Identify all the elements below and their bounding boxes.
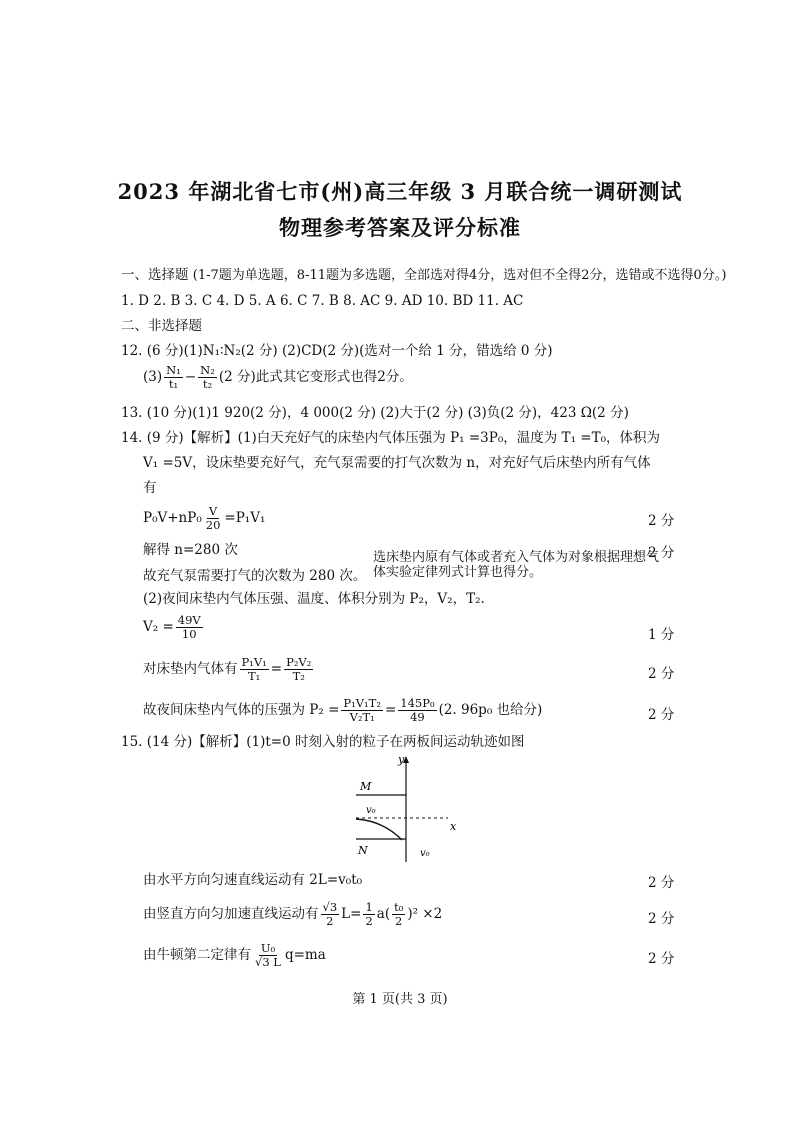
- y-axis-label: y: [398, 753, 405, 766]
- trajectory-curve: [356, 819, 402, 840]
- frac-num: 145P₀: [400, 696, 435, 710]
- q14-line1: 14. (9 分)【解析】(1)白天充好气的床垫内气体压强为 P₁ =3P₀，温度为 T₁ =T₀，体积为: [121, 430, 660, 446]
- x-axis-label: x: [450, 820, 457, 833]
- eq-suffix: )² ×2: [407, 906, 443, 922]
- section2-heading: 二、非选择题: [121, 318, 202, 334]
- q14-score-4: 2 分: [648, 666, 675, 682]
- frac-den: √3 L: [255, 955, 281, 969]
- eq-suffix: (2. 96p₀ 也给分): [438, 702, 543, 718]
- q14-eq4: [143, 697, 542, 724]
- q14-score-5: 2 分: [648, 707, 675, 723]
- q12-line1: 12. (6 分)(1)N₁∶N₂(2 分) (2)CD(2 分)(选对一个给 1 分，错选给 0 分): [121, 343, 553, 359]
- frac-den: T₂: [292, 669, 305, 683]
- frac-den: 20: [205, 518, 221, 532]
- q15-eq2: [143, 901, 442, 928]
- q15-eq3: [143, 942, 326, 969]
- frac-num: t₀: [394, 900, 404, 914]
- q15-score-3: 2 分: [648, 951, 675, 967]
- eq-prefix: 对床垫内气体有: [143, 661, 238, 677]
- frac-num: 49V: [177, 613, 201, 627]
- q14-conclusion: 故充气泵需要打气的次数为 280 次。: [143, 568, 367, 584]
- frac-den: 2: [365, 914, 373, 928]
- q12-suffix: (2 分)此式其它变形式也得2分。: [218, 369, 413, 385]
- eq-fraction: [253, 942, 283, 969]
- eq-prefix: 故夜间床垫内气体的压强为 P₂ =: [143, 702, 340, 718]
- plate-N-label: N: [358, 844, 368, 857]
- eq-fraction: [321, 901, 340, 928]
- frac-den: 49: [410, 710, 425, 724]
- eq-fraction: [363, 901, 374, 928]
- q14-solve: 解得 n=280 次: [143, 542, 238, 558]
- doc-title-line2: 物理参考答案及评分标准: [279, 215, 521, 240]
- v0-bottom-label: v₀: [420, 848, 430, 859]
- eq-mid: L=: [341, 906, 362, 922]
- q12-fraction-2: [198, 364, 217, 391]
- trajectory-diagram: [350, 752, 470, 864]
- section1-line: [121, 266, 726, 285]
- v0-top-label: v₀: [366, 805, 376, 816]
- frac-num: √3: [322, 900, 338, 914]
- frac-num: N₂: [200, 363, 215, 377]
- eq-equals: =: [270, 661, 283, 677]
- q14-eq3: [143, 656, 315, 683]
- q12-fraction-1: [164, 364, 183, 391]
- frac-num: U₀: [260, 941, 276, 955]
- frac-num: P₁V₁T₂: [343, 696, 381, 710]
- q14-eq2: [143, 614, 205, 641]
- frac-num: V: [208, 504, 218, 518]
- q14-score-2: 2 分: [648, 545, 675, 561]
- q14-part2: (2)夜间床垫内气体压强、温度、体积分别为 P₂，V₂，T₂.: [143, 591, 485, 607]
- q14-eq1: [143, 505, 265, 532]
- q12-prefix: (3): [143, 369, 163, 385]
- q15-score-2: 2 分: [648, 911, 675, 927]
- q15-line1: 15. (14 分)【解析】(1)t=0 时刻入射的粒子在两板间运动轨迹如图: [121, 734, 525, 750]
- eq-fraction: [341, 697, 383, 724]
- q12-line2: [143, 364, 413, 391]
- plate-M-label: M: [360, 780, 372, 793]
- frac-den: 2: [326, 914, 334, 928]
- eq-right: =P₁V₁: [224, 510, 266, 526]
- eq-a: a(: [376, 906, 391, 922]
- eq-fraction: [240, 656, 269, 683]
- frac-den: t₂: [202, 377, 213, 391]
- q14-line2: V₁ =5V，设床垫要充好气，充气泵需要的打气次数为 n，对充好气后床垫内所有气体: [143, 455, 651, 471]
- eq-equals: =: [384, 702, 397, 718]
- eq-fraction: [204, 505, 223, 532]
- q14-score-1: 2 分: [648, 513, 675, 529]
- frac-den: 2: [395, 914, 403, 928]
- q12-minus: −: [184, 369, 197, 385]
- doc-title-line1: 2023 年湖北省七市(州)高三年级 3 月联合统一调研测试: [117, 179, 683, 204]
- eq-left: V₂ =: [143, 619, 174, 635]
- eq-fraction: [176, 614, 203, 641]
- section1-heading: 一、选择题: [121, 267, 189, 283]
- page-footer: 第 1 页(共 3 页): [352, 992, 448, 1007]
- frac-den: 10: [181, 627, 197, 641]
- frac-den: V₂T₁: [349, 710, 375, 724]
- eq-prefix: 由竖直方向匀加速直线运动有: [143, 906, 319, 922]
- frac-num: P₁V₁: [241, 655, 267, 669]
- frac-num: N₁: [166, 363, 181, 377]
- frac-den: t₁: [168, 377, 179, 391]
- handwritten-note: 选床垫内原有气体或者充入气体为对象根据理想气体实验定律列式计算也得分。: [373, 550, 660, 580]
- frac-den: T₁: [247, 669, 261, 683]
- q14-score-3: 1 分: [648, 627, 675, 643]
- eq-fraction: [398, 697, 436, 724]
- q13-line: 13. (10 分)(1)1 920(2 分)，4 000(2 分) (2)大于(2 分) (3)负(2 分)，423 Ω(2 分): [121, 405, 629, 421]
- eq-suffix: q=ma: [284, 947, 326, 963]
- eq-left: P₀V+nP₀: [143, 510, 202, 526]
- frac-num: 1: [365, 900, 373, 914]
- eq-fraction: [392, 901, 405, 928]
- q15-score-1: 2 分: [648, 875, 675, 891]
- frac-num: P₂V₂: [286, 655, 312, 669]
- eq-fraction: [284, 656, 313, 683]
- eq-prefix: 由牛顿第二定律有: [143, 947, 251, 963]
- q14-line3: 有: [143, 480, 157, 496]
- choice-answers: 1. D 2. B 3. C 4. D 5. A 6. C 7. B 8. AC 9. AD 10. BD 11. AC: [121, 293, 524, 309]
- q15-eq1: 由水平方向匀速直线运动有 2L=v₀t₀: [143, 872, 363, 888]
- section1-note: (1-7题为单选题，8-11题为多选题，全部选对得4分，选对但不全得2分，选错或不选得0分。): [192, 268, 727, 283]
